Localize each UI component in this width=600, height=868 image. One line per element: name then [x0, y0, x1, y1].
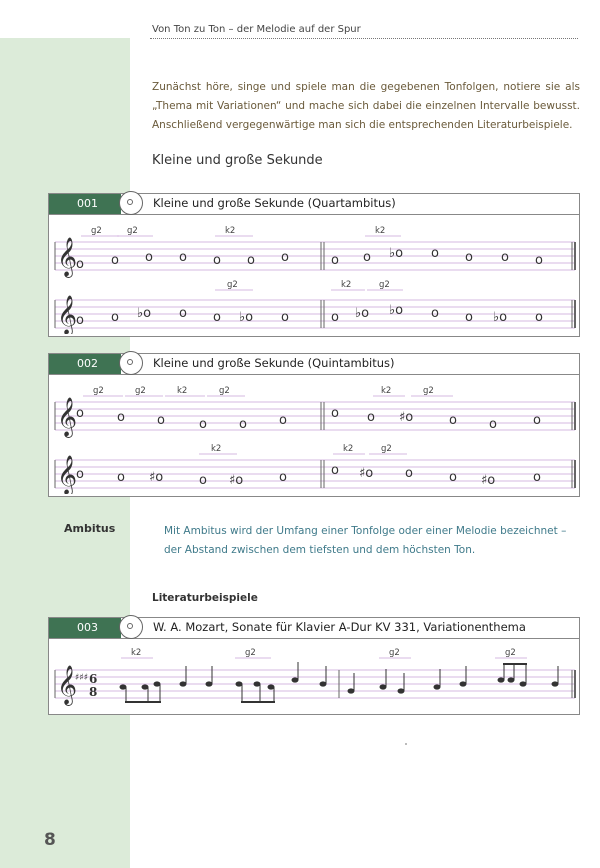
intro-paragraph: Zunächst höre, singe und spiele man die gegebenen Tonfolgen, notiere sie als „Thema mit Variationen“ und mache sich dabei die einzelnen Intervalle bewusst. Anschließend vergegenwärtige man sich die entsprechenden Literaturbeispiele. [152, 81, 580, 131]
svg-text:o: o [117, 470, 125, 485]
svg-text:k2: k2 [343, 444, 354, 454]
svg-text:o: o [535, 310, 543, 325]
svg-text:o: o [363, 250, 371, 265]
svg-text:𝄞: 𝄞 [57, 455, 78, 494]
svg-text:♭o: ♭o [137, 306, 152, 321]
cd-track-icon[interactable] [119, 615, 143, 639]
svg-text:o: o [76, 257, 84, 272]
svg-text:o: o [279, 470, 287, 485]
svg-text:o: o [111, 253, 119, 268]
svg-text:♭o: ♭o [355, 306, 370, 321]
svg-text:o: o [213, 253, 221, 268]
svg-text:𝄞: 𝄞 [57, 665, 78, 705]
svg-text:o: o [199, 473, 207, 488]
svg-text:g2: g2 [91, 226, 102, 236]
svg-text:k2: k2 [341, 280, 352, 290]
svg-text:o: o [281, 310, 289, 325]
cd-track-icon[interactable] [119, 351, 143, 375]
svg-text:k2: k2 [131, 648, 142, 658]
page-number: 8 [44, 830, 56, 850]
example-header [49, 618, 579, 639]
svg-text:𝄞: 𝄞 [57, 397, 78, 437]
svg-text:o: o [281, 250, 289, 265]
svg-text:𝄞: 𝄞 [57, 237, 78, 277]
svg-text:o: o [533, 470, 541, 485]
example-title: Kleine und große Sekunde (Quintambitus) [153, 356, 395, 370]
literature-heading: Literaturbeispiele [152, 592, 258, 604]
svg-text:k2: k2 [381, 386, 392, 396]
notation-staff [49, 376, 577, 494]
svg-text:𝄞: 𝄞 [57, 295, 78, 334]
svg-text:o: o [111, 310, 119, 325]
svg-text:o: o [331, 253, 339, 268]
svg-text:k2: k2 [375, 226, 386, 236]
example-title: W. A. Mozart, Sonate für Klavier A-Dur KV 331, Variationenthema [153, 620, 526, 634]
svg-text:g2: g2 [135, 386, 146, 396]
svg-text:♯o: ♯o [229, 473, 244, 488]
cd-track-icon[interactable] [119, 191, 143, 215]
svg-text:k2: k2 [225, 226, 236, 236]
svg-text:♭o: ♭o [493, 310, 508, 325]
svg-text:o: o [179, 306, 187, 321]
svg-text:g2: g2 [245, 648, 256, 658]
svg-text:g2: g2 [381, 444, 392, 454]
svg-text:o: o [331, 310, 339, 325]
section-heading: Kleine und große Sekunde [152, 153, 323, 168]
svg-text:o: o [533, 413, 541, 428]
example-box-001 [48, 193, 580, 337]
svg-text:♭o: ♭o [239, 310, 254, 325]
svg-text:♯o: ♯o [359, 466, 374, 481]
svg-text:o: o [145, 250, 153, 265]
svg-text:o: o [117, 410, 125, 425]
example-box-003 [48, 617, 580, 715]
svg-text:o: o [331, 406, 339, 421]
svg-text:g2: g2 [505, 648, 516, 658]
svg-text:o: o [279, 413, 287, 428]
svg-text:o: o [199, 417, 207, 432]
svg-text:o: o [367, 410, 375, 425]
svg-text:o: o [449, 413, 457, 428]
example-number: 001 [49, 194, 121, 214]
svg-text:6: 6 [89, 672, 98, 686]
svg-text:o: o [157, 413, 165, 428]
notation-staff [49, 640, 577, 712]
svg-text:o: o [213, 310, 221, 325]
example-header [49, 194, 579, 215]
svg-text:k2: k2 [177, 386, 188, 396]
svg-text:8: 8 [89, 685, 98, 699]
svg-text:♯o: ♯o [149, 470, 164, 485]
svg-text:o: o [247, 253, 255, 268]
svg-text:g2: g2 [379, 280, 390, 290]
svg-text:g2: g2 [423, 386, 434, 396]
svg-text:g2: g2 [389, 648, 400, 658]
ambitus-label: Ambitus [64, 522, 116, 535]
svg-text:o: o [239, 417, 247, 432]
svg-text:o: o [501, 250, 509, 265]
svg-text:k2: k2 [211, 444, 222, 454]
svg-text:♭o: ♭o [389, 246, 404, 261]
svg-text:o: o [465, 250, 473, 265]
svg-text:g2: g2 [219, 386, 230, 396]
svg-text:o: o [465, 310, 473, 325]
header-rule [150, 38, 578, 39]
example-number: 003 [49, 618, 121, 638]
example-title: Kleine und große Sekunde (Quartambitus) [153, 196, 396, 210]
svg-text:♯o: ♯o [399, 410, 414, 425]
page-speck [405, 743, 407, 745]
svg-text:♯o: ♯o [481, 473, 496, 488]
example-header [49, 354, 579, 375]
svg-text:o: o [449, 470, 457, 485]
svg-text:o: o [76, 406, 84, 421]
svg-text:o: o [431, 306, 439, 321]
svg-text:g2: g2 [93, 386, 104, 396]
running-head: Von Ton zu Ton – der Melodie auf der Spur [152, 24, 361, 35]
example-number: 002 [49, 354, 121, 374]
notation-staff [49, 216, 577, 334]
ambitus-definition: Mit Ambitus wird der Umfang einer Tonfolge oder einer Melodie bezeichnet – der Abstand zwischen dem tiefsten und dem höchsten Ton. [164, 525, 567, 556]
svg-text:o: o [76, 467, 84, 482]
svg-text:o: o [331, 463, 339, 478]
svg-text:o: o [76, 313, 84, 328]
svg-text:o: o [431, 246, 439, 261]
svg-text:o: o [405, 466, 413, 481]
example-box-002 [48, 353, 580, 497]
svg-text:g2: g2 [127, 226, 138, 236]
svg-text:o: o [179, 250, 187, 265]
svg-text:o: o [489, 417, 497, 432]
svg-text:♯♯♯: ♯♯♯ [75, 673, 89, 683]
svg-text:g2: g2 [227, 280, 238, 290]
svg-text:♭o: ♭o [389, 303, 404, 318]
svg-text:o: o [535, 253, 543, 268]
